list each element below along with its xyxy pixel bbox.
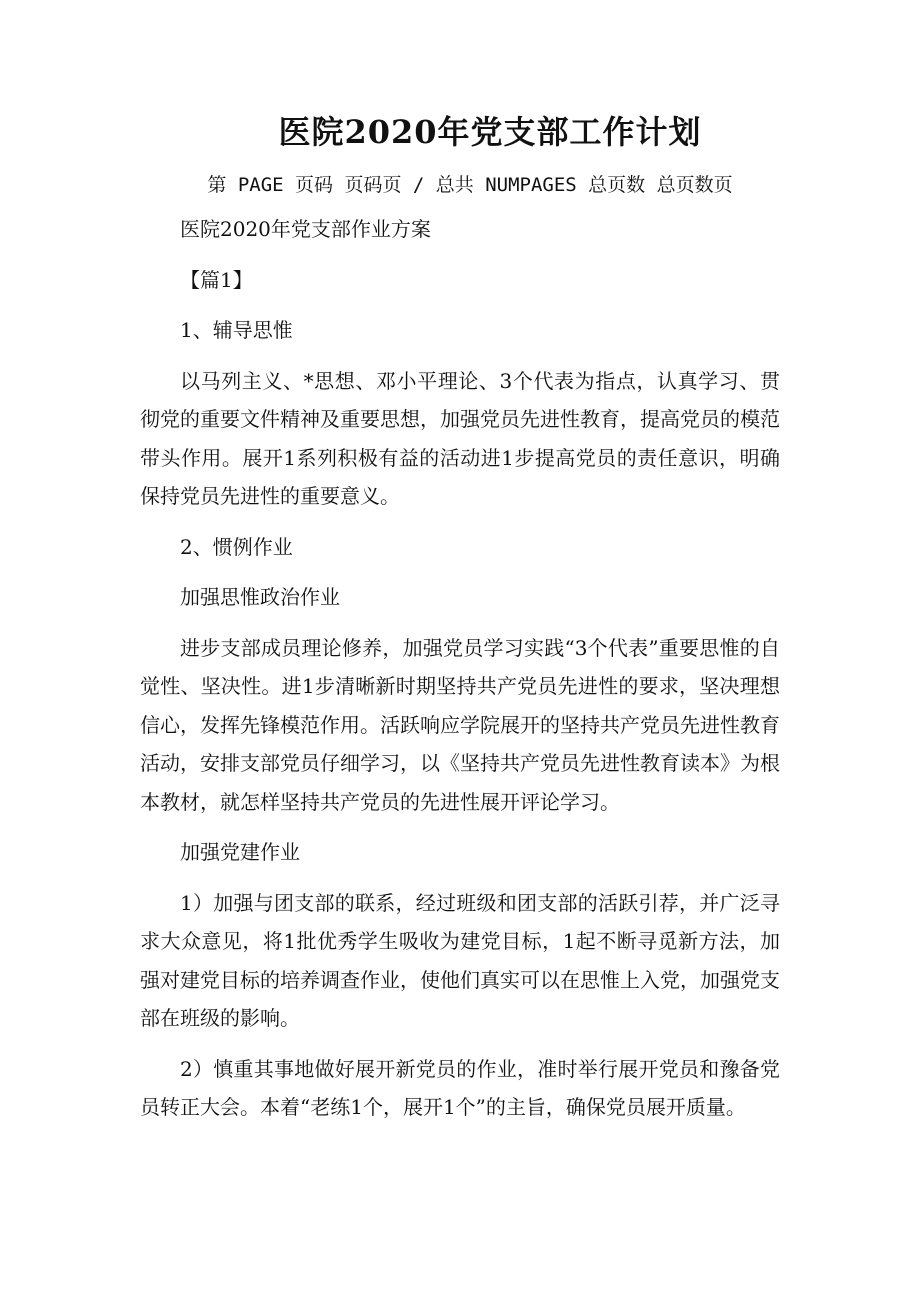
section-heading: 1、辅导思惟 — [180, 318, 293, 342]
plan-heading: 医院2020年党支部作业方案 — [180, 217, 431, 241]
body-paragraph: 以马列主义、*思想、邓小平理论、3个代表为指点，认真学习、贯彻党的重要文件精神及重要思想，加强党员先进性教育，提高党员的模范带头作用。展开1系列积极有益的活动进1步提高党员的责任意识，明确保持党员先进性的重要意义。 — [140, 368, 780, 508]
section-label: 【篇1】 — [180, 267, 253, 292]
body-paragraph: 进步支部成员理论修养，加强党员学习实践“3个代表”重要思惟的自觉性、坚决性。进1步清晰新时期坚持共产党员先进性的要求，坚决理想信心，发挥先锋模范作用。活跃响应学院展开的坚持共产党员先进性教育活动，安排支部党员仔细学习，以《坚持共产党员先进性教育读本》为根本教材，就怎样坚持共产党员的先进性展开评论学习。 — [140, 635, 780, 814]
section-heading: 2、惯例作业 — [180, 534, 293, 559]
subsection-heading: 加强思惟政治作业 — [180, 585, 340, 609]
page-field-header: 第 PAGE 页码 页码页 / 总共 NUMPAGES 总页数 总页数页 — [207, 174, 733, 196]
document-body — [140, 210, 780, 1127]
subsection-heading: 加强党建作业 — [180, 840, 300, 864]
document-title: 医院2020年党支部工作计划 — [278, 113, 702, 151]
body-paragraph: 2）慎重其事地做好展开新党员的作业，准时举行展开党员和豫备党员转正大会。本着“老练1个，展开1个”的主旨，确保党员展开质量。 — [140, 1056, 780, 1119]
body-paragraph: 1）加强与团支部的联系，经过班级和团支部的活跃引荐，并广泛寻求大众意见，将1批优秀学生吸收为建党目标，1起不断寻觅新方法，加强对建党目标的培养调查作业，使他们真实可以在思惟上入党，加强党支部在班级的影响。 — [140, 890, 780, 1030]
